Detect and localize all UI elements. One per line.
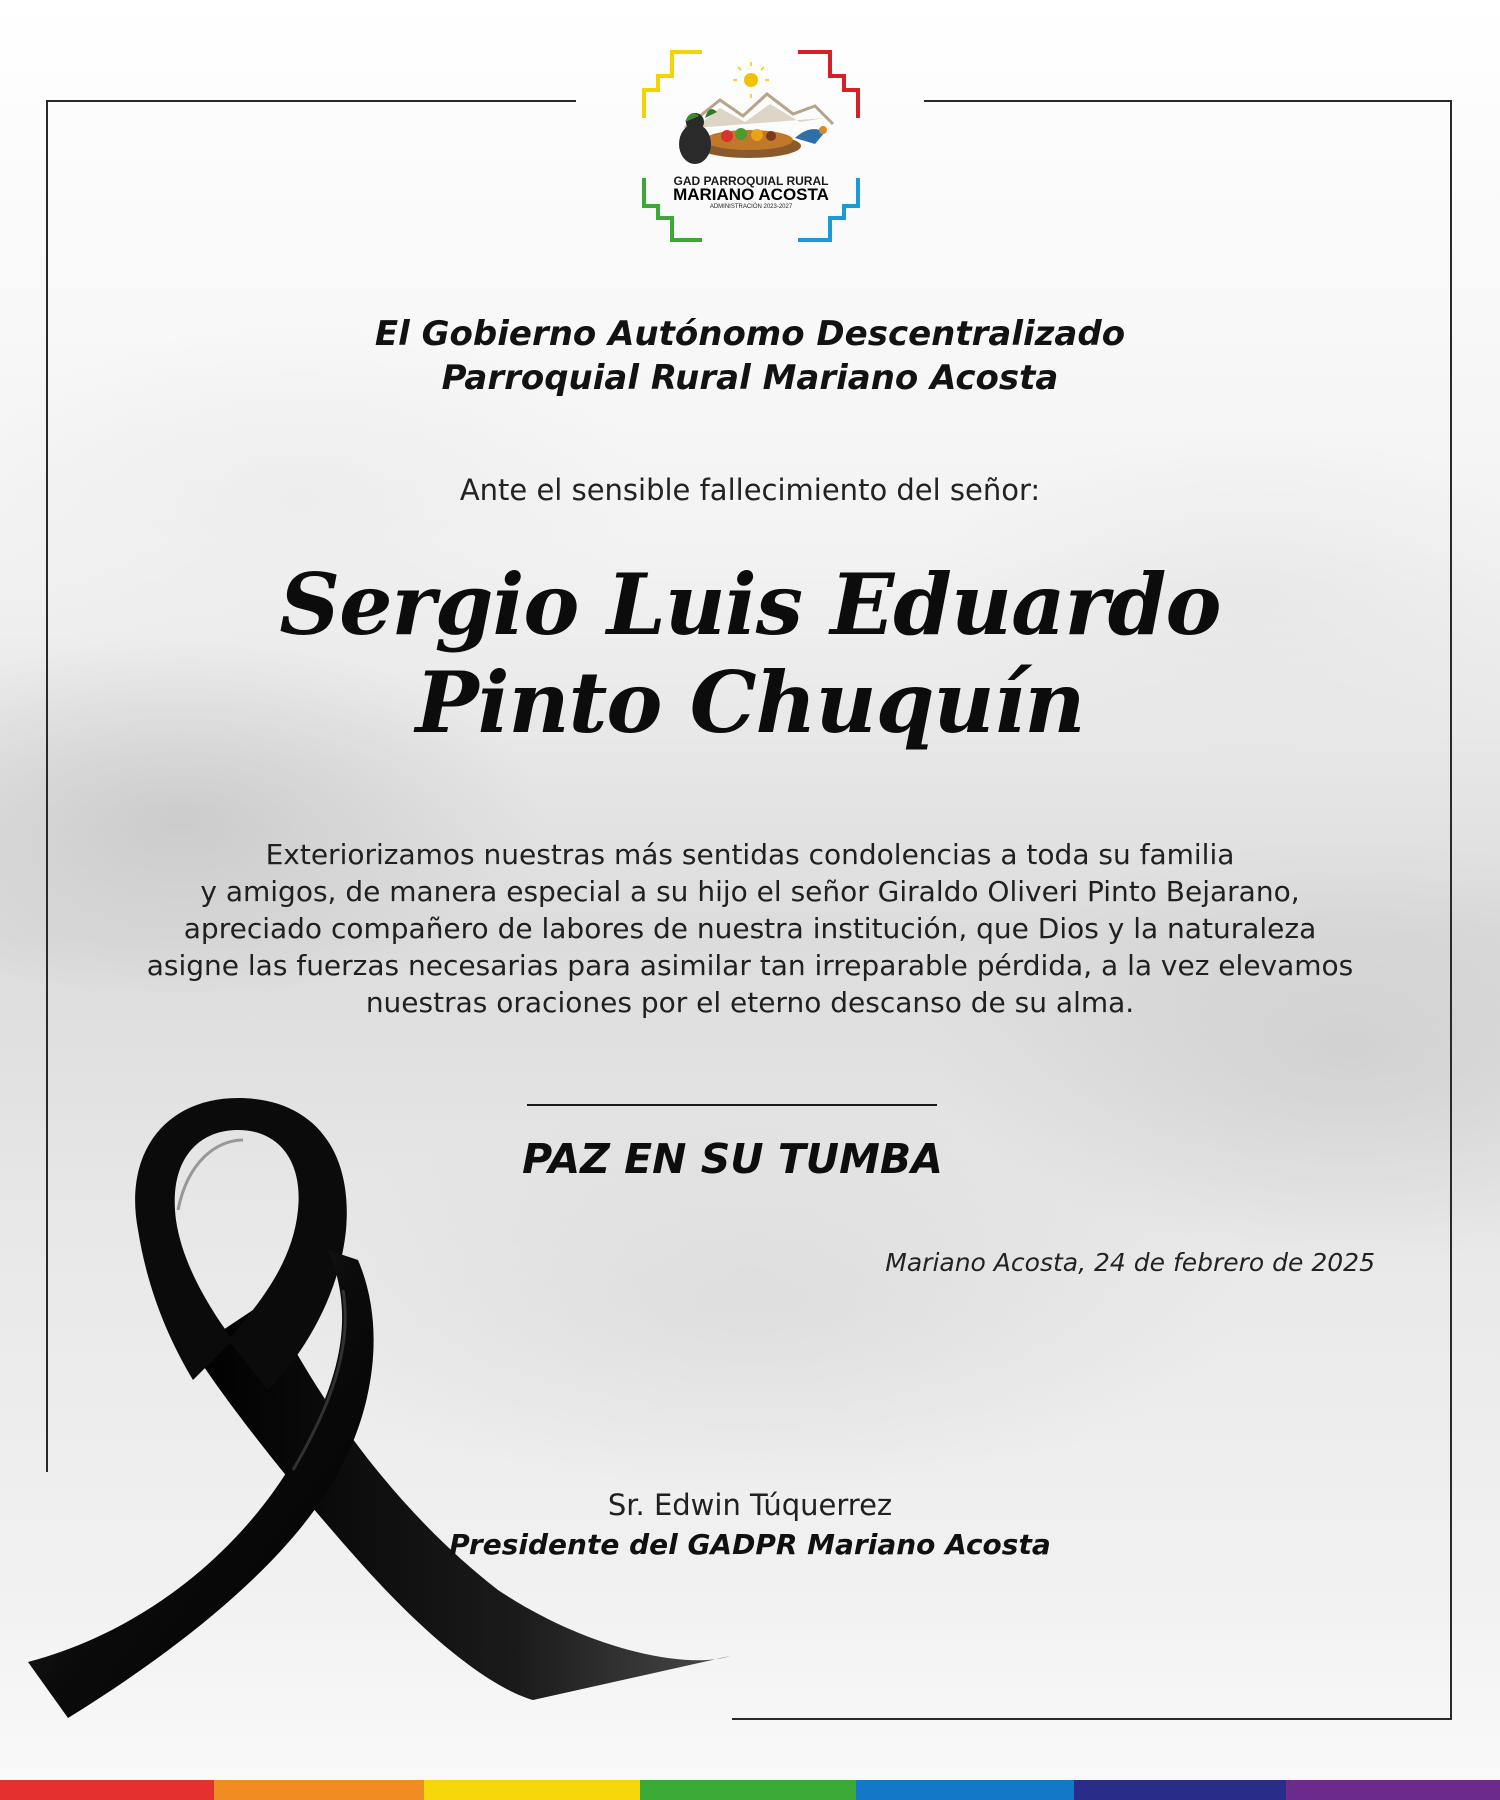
condolence-line: asigne las fuerzas necesarias para asimilar tan irreparable pérdida, a la vez elevamos bbox=[146, 949, 1354, 982]
closing-phrase: PAZ EN SU TUMBA bbox=[522, 1135, 943, 1183]
frame-right-line bbox=[1450, 100, 1452, 1720]
color-stripe-orange bbox=[214, 1780, 424, 1800]
intro-text: Ante el sensible fallecimiento del señor: bbox=[459, 473, 1041, 507]
color-stripe-violet bbox=[1286, 1780, 1500, 1800]
condolence-line: y amigos, de manera especial a su hijo el señor Giraldo Oliveri Pinto Bejarano, bbox=[200, 875, 1300, 908]
frame-top-right-line bbox=[924, 100, 1452, 102]
institution-logo bbox=[640, 48, 862, 244]
condolence-line: Exteriorizamos nuestras más sentidas condolencias a toda su familia bbox=[265, 838, 1235, 871]
condolence-line: apreciado compañero de labores de nuestra institución, que Dios y la naturaleza bbox=[183, 912, 1317, 945]
color-stripe-indigo bbox=[1074, 1780, 1286, 1800]
logo-line-1: GAD PARROQUIAL RURAL bbox=[673, 174, 829, 188]
logo-line-2: MARIANO ACOSTA bbox=[673, 185, 829, 204]
color-stripe-yellow bbox=[424, 1780, 640, 1800]
frame-top-left-line bbox=[46, 100, 576, 102]
logo-emblem-icon bbox=[665, 58, 837, 168]
place-and-date: Mariano Acosta, 24 de febrero de 2025 bbox=[885, 1248, 1375, 1277]
signatory-title: Presidente del GADPR Mariano Acosta bbox=[449, 1528, 1051, 1561]
color-stripe-red bbox=[0, 1780, 214, 1800]
deceased-name bbox=[150, 556, 1350, 752]
signatory-name: Sr. Edwin Túquerrez bbox=[607, 1488, 893, 1522]
deceased-name-line-2: Pinto Chuquín bbox=[415, 653, 1085, 752]
color-stripe-green bbox=[640, 1780, 856, 1800]
condolence-message bbox=[70, 836, 1430, 1021]
deceased-name-line-1: Sergio Luis Eduardo bbox=[279, 555, 1221, 654]
condolence-line: nuestras oraciones por el eterno descanso de su alma. bbox=[365, 986, 1135, 1019]
government-heading bbox=[250, 312, 1250, 400]
government-heading-line-2: Parroquial Rural Mariano Acosta bbox=[441, 358, 1059, 398]
color-stripe-blue bbox=[856, 1780, 1074, 1800]
logo-line-3: ADMINISTRACIÓN 2023-2027 bbox=[709, 204, 793, 210]
frame-bottom-line bbox=[732, 1718, 1452, 1720]
mourning-ribbon-icon bbox=[28, 1090, 740, 1732]
government-heading-line-1: El Gobierno Autónomo Descentralizado bbox=[374, 314, 1126, 354]
